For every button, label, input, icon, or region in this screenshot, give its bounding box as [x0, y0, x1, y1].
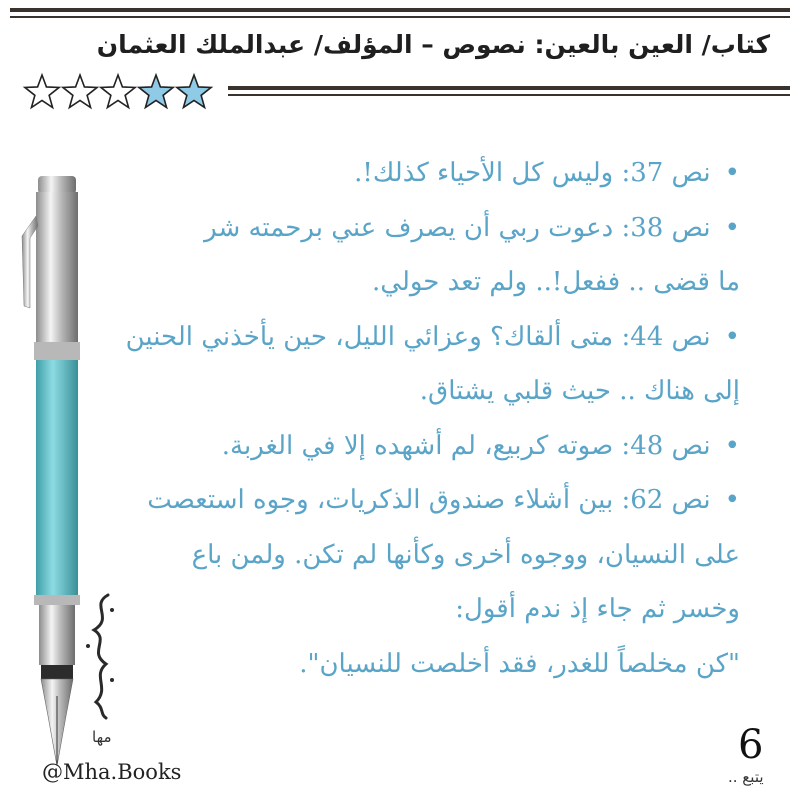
quote-line: [50, 201, 740, 256]
quote-text: إلى هناك .. حيث قلبي يشتاق.: [419, 376, 740, 406]
bullet-icon: •: [724, 321, 740, 352]
header-top-border-thin: [10, 16, 790, 18]
quote-line: [50, 582, 740, 637]
quote-text: نص 44: متى ألقاك؟ وعزائي الليل، حين يأخذني الحنين: [125, 321, 711, 352]
quote-text: نص 48: صوته كربيع، لم أشهده إلا في الغربة.: [221, 430, 711, 461]
quote-text: على النسيان، ووجوه أخرى وكأنها لم تكن. ولمن باع: [191, 539, 740, 570]
page-number: 6: [738, 722, 764, 768]
bullet-icon: •: [724, 212, 740, 243]
quotes-list: [50, 146, 740, 691]
quote-text: نص 37: وليس كل الأحياء كذلك!.: [354, 158, 711, 188]
quote-line: [50, 310, 740, 365]
quote-text: وخسر ثم جاء إذ ندم أقول:: [455, 594, 740, 624]
continue-label: يتبع ..: [728, 768, 764, 786]
author-signature: مها: [92, 728, 112, 746]
quote-line: [50, 364, 740, 419]
rating-stars: [22, 72, 232, 112]
quote-line: [50, 473, 740, 528]
star-filled-icon: [139, 75, 173, 108]
header-bottom-border-thin: [228, 94, 790, 96]
star-empty-icon: [63, 75, 97, 108]
quote-line: [50, 255, 740, 310]
star-empty-icon: [101, 75, 135, 108]
header-bottom-border: [228, 86, 790, 90]
page-title: كتاب/ العين بالعين: نصوص – المؤلف/ عبدالملك العثمان: [96, 30, 770, 59]
star-empty-icon: [25, 75, 59, 108]
star-filled-icon: [177, 75, 211, 108]
quote-line: [50, 637, 740, 692]
quote-line: [50, 528, 740, 583]
bullet-icon: •: [724, 158, 740, 188]
signature-mark: [80, 590, 120, 720]
quote-text: نص 62: بين أشلاء صندوق الذكريات، وجوه استعصت: [147, 485, 711, 515]
quote-text: نص 38: دعوت ربي أن يصرف عني برحمته شر: [204, 212, 711, 243]
quote-text: "كن مخلصاً للغدر، فقد أخلصت للنسيان".: [299, 648, 740, 679]
bullet-icon: •: [724, 485, 740, 515]
account-handle: @Mha.Books: [42, 760, 182, 784]
quote-text: ما قضى .. ففعل!.. ولم تعد حولي.: [372, 267, 740, 297]
quote-line: [50, 146, 740, 201]
quote-line: [50, 419, 740, 474]
header-top-border: [10, 8, 790, 12]
bullet-icon: •: [724, 430, 740, 461]
